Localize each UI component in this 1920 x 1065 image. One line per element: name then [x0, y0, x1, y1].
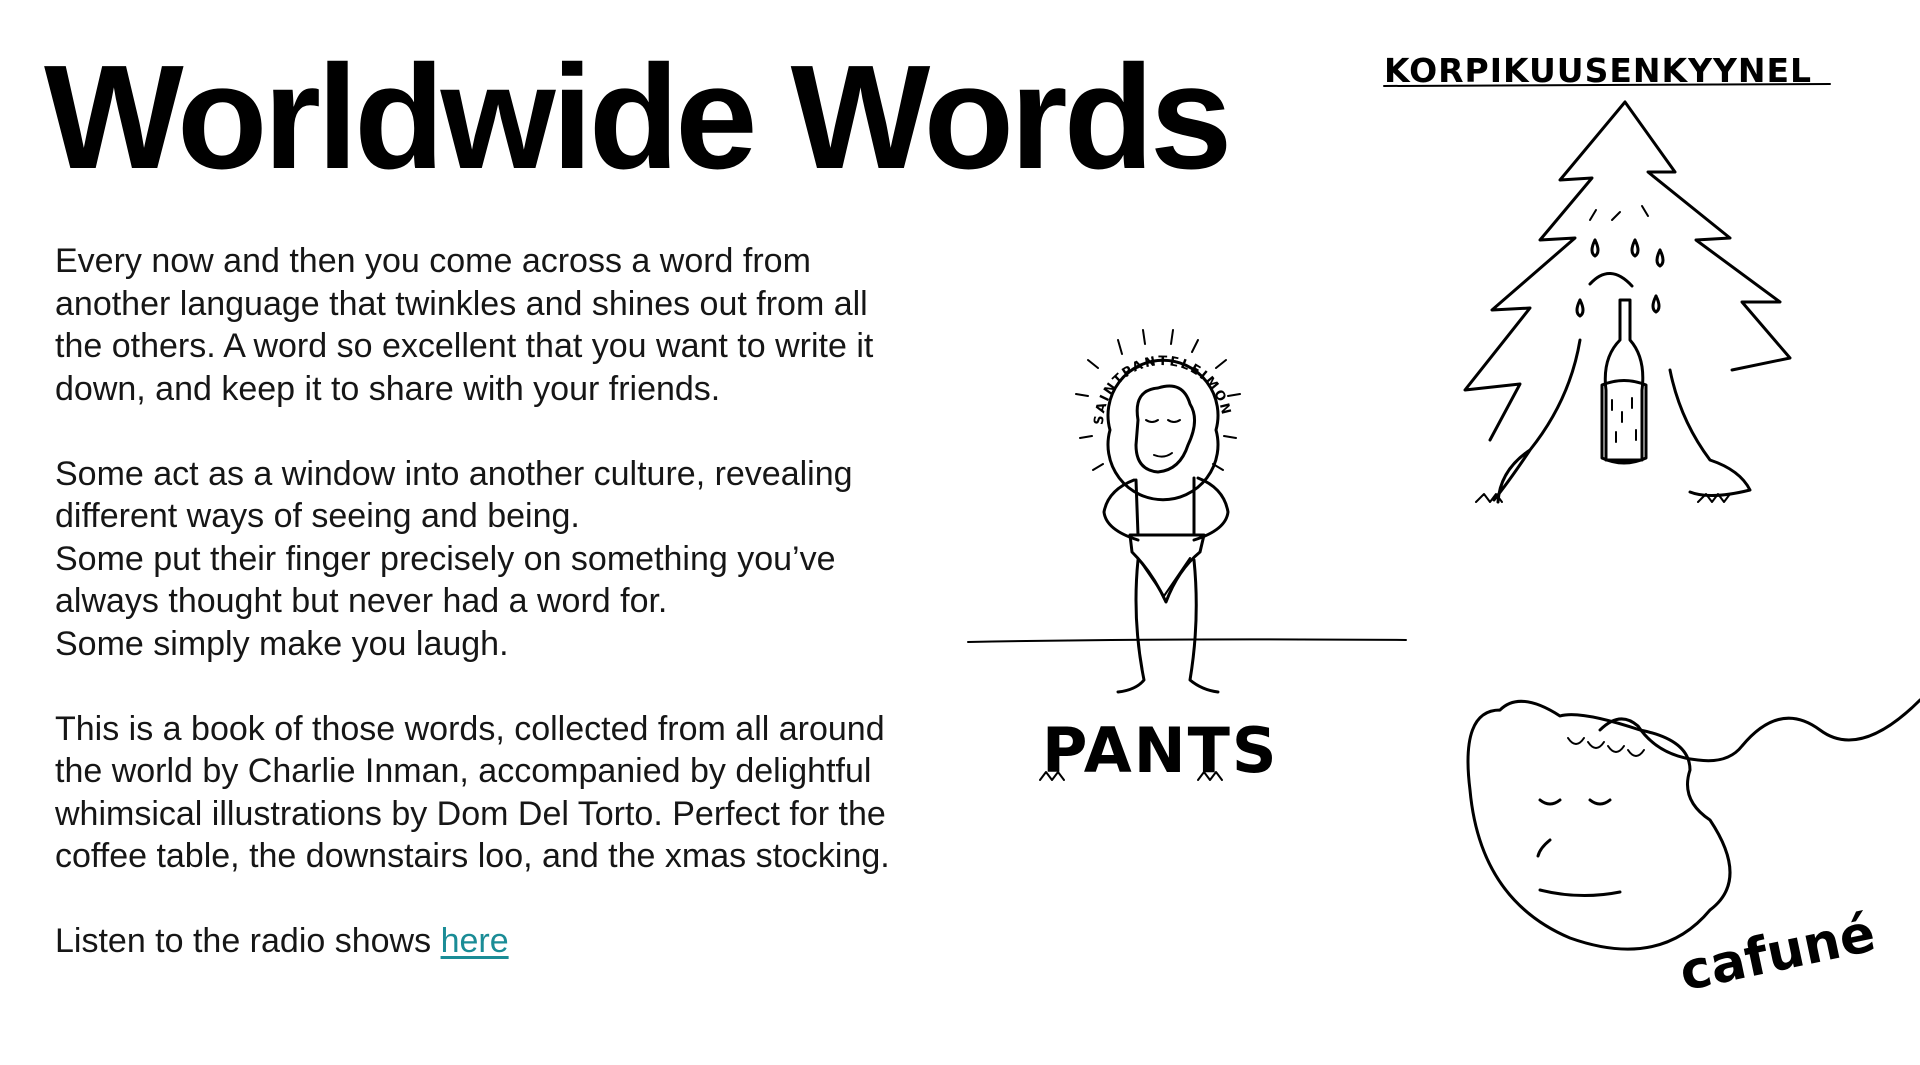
text-line: different ways of seeing and being. — [55, 497, 580, 535]
description — [55, 240, 955, 1005]
tree-grass — [1476, 494, 1730, 502]
text-line: Every now and then you come across a word from — [55, 242, 811, 280]
pants-word: PANTS — [1042, 714, 1279, 787]
cafune-word: cafuné — [1674, 903, 1881, 1004]
tree-sad-mouth — [1590, 273, 1632, 286]
text-line: down, and keep it to share with your friends. — [55, 369, 721, 408]
tree-eyebrows — [1590, 206, 1648, 220]
pants-pattern — [1138, 558, 1190, 596]
paragraph-intro — [55, 240, 955, 410]
text-line: Some act as a window into another culture, revealing — [55, 454, 853, 493]
saint-torso — [1136, 478, 1194, 535]
cafune-drawing — [1460, 670, 1920, 1004]
saint-face — [1146, 420, 1180, 457]
hair-curls — [1568, 738, 1644, 756]
cafune-face — [1538, 800, 1620, 896]
tree-word: KORPIKUUSENKYYNEL — [1384, 51, 1813, 90]
tree-left-leg — [1494, 340, 1580, 502]
saint-illustration — [968, 320, 1408, 790]
saint-head — [1136, 386, 1195, 472]
text-line: the world by Charlie Inman, accompanied by delightful — [55, 752, 872, 790]
text-line: This is a book of those words, collected from all around — [55, 709, 885, 748]
radio-shows-link[interactable]: here — [440, 922, 509, 960]
tree-stump — [1602, 381, 1646, 464]
page-title: Worldwide Words — [44, 35, 1229, 200]
text-line: another language that twinkles and shines out from all — [55, 284, 868, 323]
radio-shows-line — [55, 920, 955, 963]
paragraph-book — [55, 708, 955, 878]
text-line: whimsical illustrations by Dom Del Torto. Perfect for the — [55, 794, 886, 833]
ground-line — [968, 639, 1406, 642]
saint-pants-drawing — [968, 320, 1408, 790]
paragraph-purpose — [55, 453, 955, 666]
halo-text: SAINTPANTELEIMON — [1091, 353, 1234, 426]
text-line: Some put their finger precisely on something you’ve — [55, 539, 836, 578]
text-line: Some simply make you laugh. — [55, 624, 509, 663]
cafune-head — [1468, 701, 1730, 949]
tree-right-leg — [1670, 370, 1750, 496]
text-line: coffee table, the downstairs loo, and the xmas stocking. — [55, 837, 890, 875]
cafune-illustration — [1460, 670, 1920, 1004]
text-line: the others. A word so excellent that you want to write it — [55, 327, 874, 365]
tree-outline — [1465, 102, 1790, 440]
saint-arms — [1104, 478, 1228, 540]
tree-illustration — [1380, 40, 1860, 510]
crying-tree-drawing — [1380, 40, 1860, 510]
radio-shows-text: Listen to the radio shows — [55, 922, 441, 960]
stump-grain — [1612, 398, 1636, 442]
text-line: always thought but never had a word for. — [55, 582, 668, 620]
saint-legs — [1118, 560, 1218, 692]
